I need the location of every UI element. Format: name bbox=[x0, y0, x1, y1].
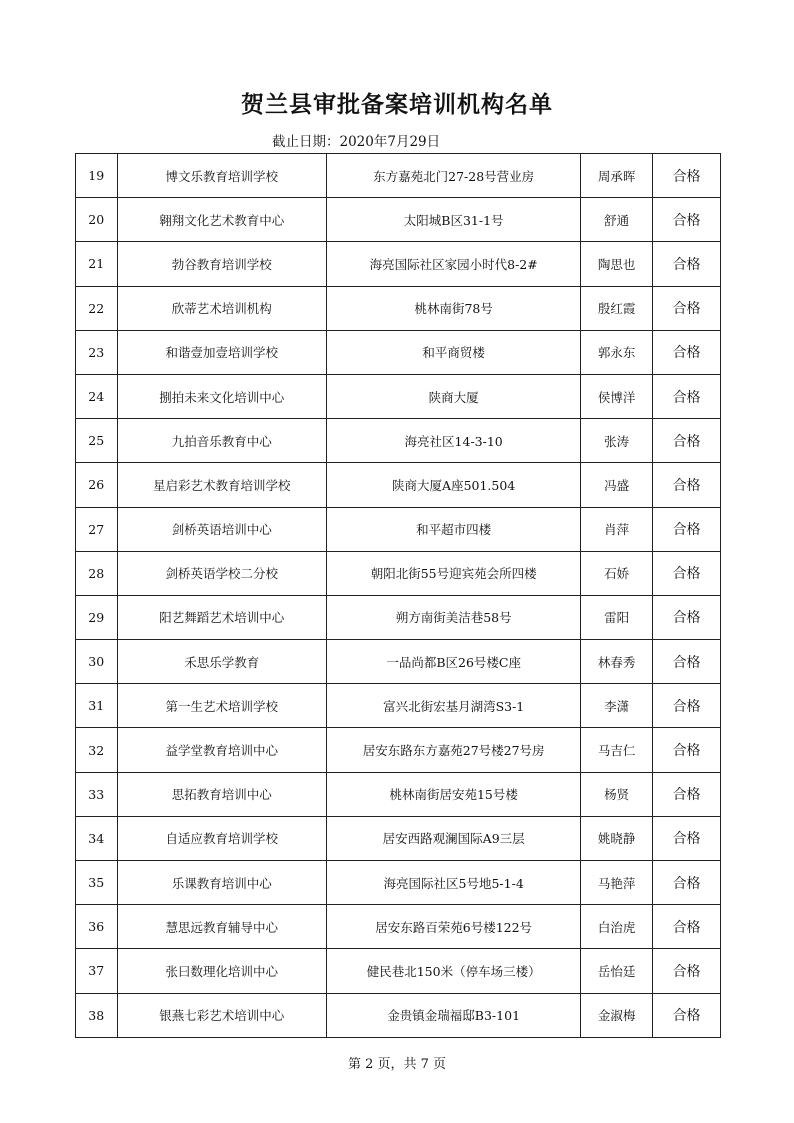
responsible-person: 舒通 bbox=[581, 198, 653, 242]
institution-name: 和谐壹加壹培训学校 bbox=[117, 330, 327, 374]
table-row bbox=[76, 640, 721, 684]
table-row bbox=[76, 595, 721, 639]
approval-status: 合格 bbox=[653, 198, 721, 242]
approval-status: 合格 bbox=[653, 728, 721, 772]
approval-status: 合格 bbox=[653, 595, 721, 639]
table-row bbox=[76, 463, 721, 507]
institution-name: 博文乐教育培训学校 bbox=[117, 154, 327, 198]
table-row bbox=[76, 861, 721, 905]
row-number: 28 bbox=[76, 551, 118, 595]
institution-address: 金贵镇金瑞福邸B3-101 bbox=[327, 993, 581, 1037]
approval-status: 合格 bbox=[653, 463, 721, 507]
row-number: 24 bbox=[76, 374, 118, 418]
responsible-person: 金淑梅 bbox=[581, 993, 653, 1037]
approval-status: 合格 bbox=[653, 816, 721, 860]
responsible-person: 殷红霞 bbox=[581, 286, 653, 330]
row-number: 38 bbox=[76, 993, 118, 1037]
responsible-person: 马吉仁 bbox=[581, 728, 653, 772]
institution-address: 居安东路百荣苑6号楼122号 bbox=[327, 905, 581, 949]
institution-name: 银燕七彩艺术培训中心 bbox=[117, 993, 327, 1037]
table-row bbox=[76, 816, 721, 860]
institution-address: 桃林南街78号 bbox=[327, 286, 581, 330]
row-number: 25 bbox=[76, 419, 118, 463]
institution-address: 海亮国际社区5号地5-1-4 bbox=[327, 861, 581, 905]
page-footer: 第 2 页，共 7 页 bbox=[347, 1057, 447, 1072]
institution-name: 慧思远教育辅导中心 bbox=[117, 905, 327, 949]
row-number: 33 bbox=[76, 772, 118, 816]
institution-address: 海亮社区14-3-10 bbox=[327, 419, 581, 463]
institution-name: 剑桥英语培训中心 bbox=[117, 507, 327, 551]
institution-name: 阳艺舞蹈艺术培训中心 bbox=[117, 595, 327, 639]
responsible-person: 侯博洋 bbox=[581, 374, 653, 418]
institution-name: 翱翔文化艺术教育中心 bbox=[117, 198, 327, 242]
institution-address: 居安西路观澜国际A9三层 bbox=[327, 816, 581, 860]
responsible-person: 岳怡廷 bbox=[581, 949, 653, 993]
row-number: 29 bbox=[76, 595, 118, 639]
row-number: 36 bbox=[76, 905, 118, 949]
approval-status: 合格 bbox=[653, 949, 721, 993]
institution-address: 桃林南街居安苑15号楼 bbox=[327, 772, 581, 816]
approval-status: 合格 bbox=[653, 993, 721, 1037]
institution-address: 和平商贸楼 bbox=[327, 330, 581, 374]
approval-status: 合格 bbox=[653, 507, 721, 551]
institution-address: 海亮国际社区家园小时代8-2# bbox=[327, 242, 581, 286]
approval-status: 合格 bbox=[653, 242, 721, 286]
table-row bbox=[76, 949, 721, 993]
institution-table-body bbox=[76, 154, 721, 1038]
table-row bbox=[76, 905, 721, 949]
page-title: 贺兰县审批备案培训机构名单 bbox=[241, 92, 553, 118]
row-number: 30 bbox=[76, 640, 118, 684]
row-number: 31 bbox=[76, 684, 118, 728]
institution-name: 星启彩艺术教育培训学校 bbox=[117, 463, 327, 507]
responsible-person: 林春秀 bbox=[581, 640, 653, 684]
responsible-person: 冯盛 bbox=[581, 463, 653, 507]
institution-address: 陕商大厦A座501.504 bbox=[327, 463, 581, 507]
institution-address: 富兴北街宏基月湖湾S3-1 bbox=[327, 684, 581, 728]
approval-status: 合格 bbox=[653, 154, 721, 198]
institution-address: 朔方南街美洁巷58号 bbox=[327, 595, 581, 639]
institution-name: 九拍音乐教育中心 bbox=[117, 419, 327, 463]
institution-name: 勃谷教育培训学校 bbox=[117, 242, 327, 286]
approval-status: 合格 bbox=[653, 286, 721, 330]
row-number: 19 bbox=[76, 154, 118, 198]
table-row bbox=[76, 772, 721, 816]
responsible-person: 郭永东 bbox=[581, 330, 653, 374]
table-row bbox=[76, 993, 721, 1037]
institution-name: 思拓教育培训中心 bbox=[117, 772, 327, 816]
institution-address: 陕商大厦 bbox=[327, 374, 581, 418]
row-number: 32 bbox=[76, 728, 118, 772]
approval-status: 合格 bbox=[653, 640, 721, 684]
approval-status: 合格 bbox=[653, 772, 721, 816]
cutoff-date: 截止日期：2020年7月29日 bbox=[272, 134, 441, 150]
responsible-person: 杨贤 bbox=[581, 772, 653, 816]
table-row bbox=[76, 507, 721, 551]
approval-status: 合格 bbox=[653, 684, 721, 728]
institution-name: 乐课教育培训中心 bbox=[117, 861, 327, 905]
institution-name: 第一生艺术培训学校 bbox=[117, 684, 327, 728]
row-number: 21 bbox=[76, 242, 118, 286]
approval-status: 合格 bbox=[653, 861, 721, 905]
institution-name: 自适应教育培训学校 bbox=[117, 816, 327, 860]
institution-name: 捌拍未来文化培训中心 bbox=[117, 374, 327, 418]
row-number: 34 bbox=[76, 816, 118, 860]
institution-name: 禾思乐学教育 bbox=[117, 640, 327, 684]
responsible-person: 雷阳 bbox=[581, 595, 653, 639]
table-row bbox=[76, 286, 721, 330]
approval-status: 合格 bbox=[653, 330, 721, 374]
table-row bbox=[76, 198, 721, 242]
institution-address: 一品尚都B区26号楼C座 bbox=[327, 640, 581, 684]
institution-address: 朝阳北街55号迎宾苑会所四楼 bbox=[327, 551, 581, 595]
institution-address: 和平超市四楼 bbox=[327, 507, 581, 551]
responsible-person: 周承晖 bbox=[581, 154, 653, 198]
row-number: 26 bbox=[76, 463, 118, 507]
institution-address: 健民巷北150米（停车场三楼） bbox=[327, 949, 581, 993]
responsible-person: 张涛 bbox=[581, 419, 653, 463]
table-row bbox=[76, 242, 721, 286]
responsible-person: 马艳萍 bbox=[581, 861, 653, 905]
responsible-person: 白治虎 bbox=[581, 905, 653, 949]
institution-address: 太阳城B区31-1号 bbox=[327, 198, 581, 242]
institution-name: 欣蒂艺术培训机构 bbox=[117, 286, 327, 330]
approval-status: 合格 bbox=[653, 374, 721, 418]
table-row bbox=[76, 684, 721, 728]
approval-status: 合格 bbox=[653, 419, 721, 463]
approval-status: 合格 bbox=[653, 551, 721, 595]
responsible-person: 姚晓静 bbox=[581, 816, 653, 860]
row-number: 37 bbox=[76, 949, 118, 993]
institution-address: 居安东路东方嘉苑27号楼27号房 bbox=[327, 728, 581, 772]
table-row bbox=[76, 728, 721, 772]
institution-name: 张曰数理化培训中心 bbox=[117, 949, 327, 993]
responsible-person: 李潇 bbox=[581, 684, 653, 728]
table-row bbox=[76, 551, 721, 595]
row-number: 35 bbox=[76, 861, 118, 905]
table-row bbox=[76, 374, 721, 418]
approval-status: 合格 bbox=[653, 905, 721, 949]
row-number: 27 bbox=[76, 507, 118, 551]
row-number: 23 bbox=[76, 330, 118, 374]
institution-name: 剑桥英语学校二分校 bbox=[117, 551, 327, 595]
row-number: 22 bbox=[76, 286, 118, 330]
institution-address: 东方嘉苑北门27-28号营业房 bbox=[327, 154, 581, 198]
institution-table bbox=[75, 153, 721, 1038]
row-number: 20 bbox=[76, 198, 118, 242]
table-row bbox=[76, 419, 721, 463]
responsible-person: 石娇 bbox=[581, 551, 653, 595]
table-row bbox=[76, 154, 721, 198]
responsible-person: 陶思也 bbox=[581, 242, 653, 286]
institution-name: 益学堂教育培训中心 bbox=[117, 728, 327, 772]
table-row bbox=[76, 330, 721, 374]
responsible-person: 肖萍 bbox=[581, 507, 653, 551]
